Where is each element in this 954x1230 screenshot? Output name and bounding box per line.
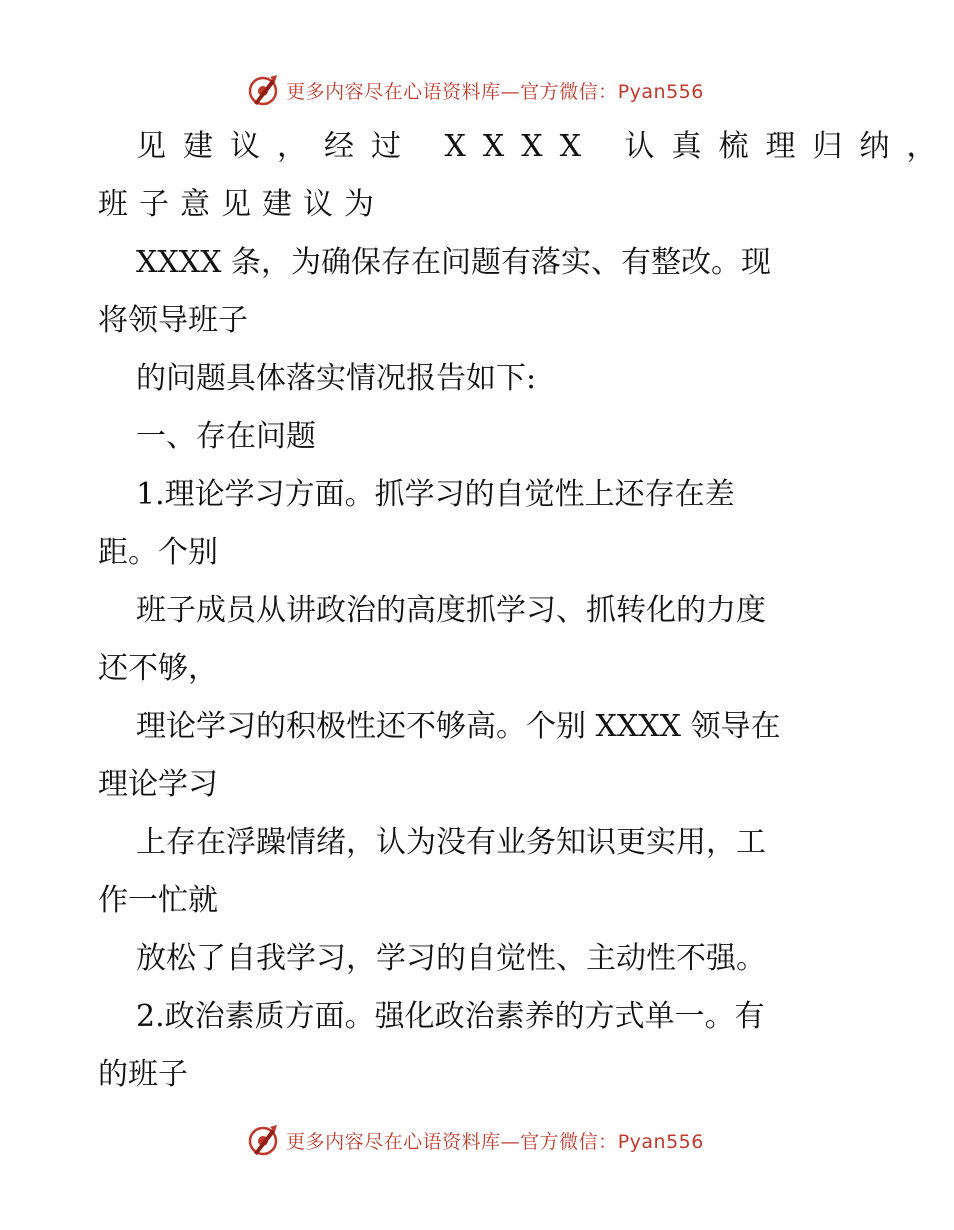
text-line: 理论学习 bbox=[98, 767, 218, 802]
document-body bbox=[98, 118, 954, 1104]
text-line: 作一忙就 bbox=[98, 883, 218, 918]
text-line: 2.政治素质方面。强化政治素养的方式单一。有 bbox=[136, 999, 765, 1034]
text-line: 理论学习的积极性还不够高。个别 XXXX 领导在 bbox=[136, 709, 781, 744]
text-line: 见建议，经过 XXXX 认真梳理归纳， bbox=[136, 129, 954, 164]
text-line: 距。个别 bbox=[98, 535, 218, 570]
footer-watermark-banner bbox=[0, 1120, 950, 1160]
text-line: 将领导班子 bbox=[98, 303, 248, 338]
text-line: 1.理论学习方面。抓学习的自觉性上还存在差 bbox=[136, 477, 735, 512]
text-line: 班子意见建议为 bbox=[98, 187, 385, 222]
banner-text: 更多内容尽在心语资料库—官方微信：Pyan556 bbox=[286, 80, 704, 103]
section-heading: 一、存在问题 bbox=[136, 419, 316, 454]
banner-text: 更多内容尽在心语资料库—官方微信：Pyan556 bbox=[286, 1130, 704, 1153]
header-watermark-banner bbox=[0, 70, 950, 110]
text-line: 放松了自我学习，学习的自觉性、主动性不强。 bbox=[136, 941, 766, 976]
text-line: 班子成员从讲政治的高度抓学习、抓转化的力度 bbox=[136, 593, 766, 628]
text-line: 上存在浮躁情绪，认为没有业务知识更实用，工 bbox=[136, 825, 766, 860]
quill-pen-seal-icon bbox=[246, 1123, 280, 1157]
text-line: 还不够， bbox=[98, 651, 218, 686]
text-line: XXXX 条，为确保存在问题有落实、有整改。现 bbox=[136, 245, 771, 280]
text-line: 的问题具体落实情况报告如下: bbox=[136, 361, 537, 396]
text-line: 的班子 bbox=[98, 1057, 188, 1092]
quill-pen-seal-icon bbox=[246, 73, 280, 107]
